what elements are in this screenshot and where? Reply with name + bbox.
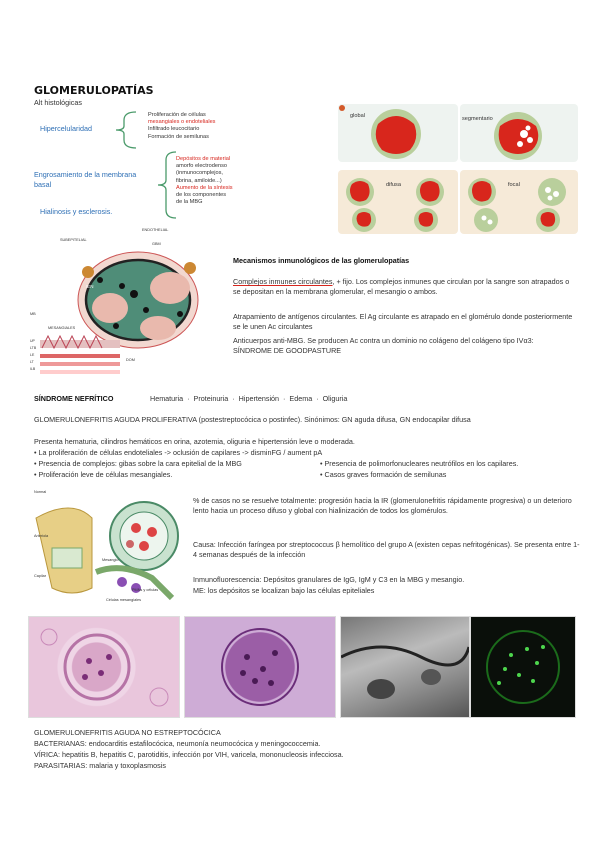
subtitle: Alt histológicas	[34, 98, 82, 107]
micrograph-if	[470, 616, 576, 718]
micrograph-he-1	[28, 616, 180, 718]
engrosamiento-label: Engrosamiento de la membrana basal	[34, 170, 137, 189]
gn-bullet-5: • Casos graves formación de semilunas	[320, 470, 447, 479]
bracket-hiper	[96, 110, 146, 150]
note-cause: Causa: Infección faríngea por streptococcus β hemolítico del grupo A (existen cepas nefritogénicas). Se presenta entre 1-4 semanas después de la infección	[193, 540, 580, 559]
micrograph-em	[340, 616, 470, 718]
nephron-label-pmn: PMNs y células	[132, 588, 159, 592]
note-if: Inmunofluorescencia: Depósitos granulares de IgG, IgM y C3 en la MBG y mesangio.	[193, 575, 465, 584]
engr-items: Depósitos de material amorfo electrodenso (inmunocomplejos, fibrina, amiloide...) Aumento de la síntesis de los componentes de la MBG	[176, 156, 233, 206]
glom-global-label: global	[350, 113, 365, 119]
gn-bullet-1: • La proliferación de células endoteliales -> oclusión de capilares -> disminFG / aument pA	[34, 448, 323, 457]
label-ien: IEN	[86, 284, 94, 289]
label-endo: ENDOTHELIAL	[142, 228, 169, 232]
capillary-diagram	[30, 228, 220, 378]
gn-bullet-3: • Presencia de polimorfonucleares neutrófilos en los capilares.	[320, 459, 519, 468]
label-dom: DOM	[126, 358, 135, 362]
micrograph-he-2-image	[185, 617, 335, 717]
nefritico-signs: Hematuria · Proteinuria · Hipertensión · Edema · Oliguria	[150, 394, 348, 403]
glom-global-panel	[338, 104, 458, 162]
nefritico-title: SÍNDROME NEFRÍTICO	[34, 394, 114, 403]
gn-title: GLOMERULONEFRITIS AGUDA PROLIFERATIVA (postestreptocócica o postinfec). Sinónimos: GN aguda difusa, GN endocapilar difusa	[34, 415, 471, 424]
glom-focal-panel	[460, 170, 578, 234]
nephron-diagram	[32, 488, 182, 606]
glom-segmental-label: segmentario	[462, 116, 493, 122]
note-me: ME: los depósitos se localizan bajo las células epiteliales	[193, 586, 375, 595]
glom-segmental-image	[460, 104, 578, 162]
mech-title: Mecanismos inmunológicos de las glomerulopatías	[233, 256, 410, 265]
nephron-diagram-image	[32, 488, 182, 606]
mech-paragraph-3: Anticuerpos anti-MBG. Se producen Ac contra un dominio no colágeno del colágeno tipo IVα3: SÍNDROME DE GOODPASTURE	[233, 336, 534, 355]
label-gbm: GBM	[152, 242, 161, 246]
label-subepi: SUBEPITELIAL	[60, 238, 87, 242]
note-progression: % de casos no se resuelve totalmente: progresión hacia la IR (glomerulonefritis rápidamente progresiva) o un deterioro lento hacia un proceso difuso y global con hialinización de todos los glomérulos.	[193, 496, 572, 515]
diagram-row-labels: UP LTB LE LT ILB	[30, 339, 37, 371]
mech-paragraph-1: Complejos inmunes circulantes, + fijo. Los complejos inmunes que circulan por la sangre son atrapados o se depositan en la membrana glomerular, el mesangio o ambos.	[233, 277, 570, 296]
gn-bullet-2: • Presencia de complejos: gibas sobre la cara epitelial de la MBG	[34, 459, 242, 468]
nephron-label-mesangio: Mesangio	[102, 558, 119, 562]
glom-segmental-panel	[460, 104, 578, 162]
nephron-label-capilar: Capilar	[34, 574, 47, 578]
glom-diffuse-panel	[338, 170, 458, 234]
capillary-diagram-image	[30, 228, 220, 378]
hialinosis-label: Hialinosis y esclerosis.	[40, 207, 113, 216]
micrograph-em-image	[341, 617, 469, 717]
glom-diffuse-label: difusa	[386, 182, 401, 188]
nephron-label-mesangial-cells: Células mesangiales	[106, 598, 142, 602]
gn-present: Presenta hematuria, cilindros hemáticos en orina, azotemia, oliguria e hipertensión leve o moderada.	[34, 437, 355, 446]
gn-bullet-4: • Proliferación leve de células mesangiales.	[34, 470, 173, 479]
non-strep-bacterial: BACTERIANAS: endocarditis estafilocócica, neumonía neumocócica y meningococcemia.	[34, 739, 321, 748]
mech-paragraph-2: Atrapamiento de antígenos circulantes. El Ag circulante es atrapado en el glomérulo donde posteriormente se le unen Ac circulantes	[233, 312, 573, 331]
page-title: GLOMERULOPATÍAS	[34, 84, 154, 97]
glom-focal-label: focal	[508, 182, 520, 188]
micrograph-he-1-image	[29, 617, 179, 717]
label-mes: MESANGIALES	[48, 326, 76, 330]
nephron-label-arteriola: Arteriola	[34, 534, 49, 538]
glom-focal-image	[460, 170, 578, 234]
micrograph-he-2	[184, 616, 336, 718]
micrograph-if-image	[471, 617, 575, 717]
non-strep-parasitic: PARASITARIAS: malaria y toxoplasmosis	[34, 761, 166, 770]
non-strep-title: GLOMERULONEFRITIS AGUDA NO ESTREPTOCÓCICA	[34, 728, 221, 737]
hipercelularidad-label: Hipercelularidad	[40, 124, 92, 133]
hiper-items: Proliferación de células mesangiales o endoteliales Infiltrado leucocitario Formación de semilunas	[148, 112, 216, 140]
glom-diffuse-image	[338, 170, 458, 234]
label-mb: MB	[30, 312, 36, 316]
non-strep-viral: VÍRICA: hepatitis B, hepatitis C, parotiditis, infección por VIH, varicela, mononucleosis infecciosa.	[34, 750, 344, 759]
nephron-label-normal: Normal	[34, 490, 47, 494]
